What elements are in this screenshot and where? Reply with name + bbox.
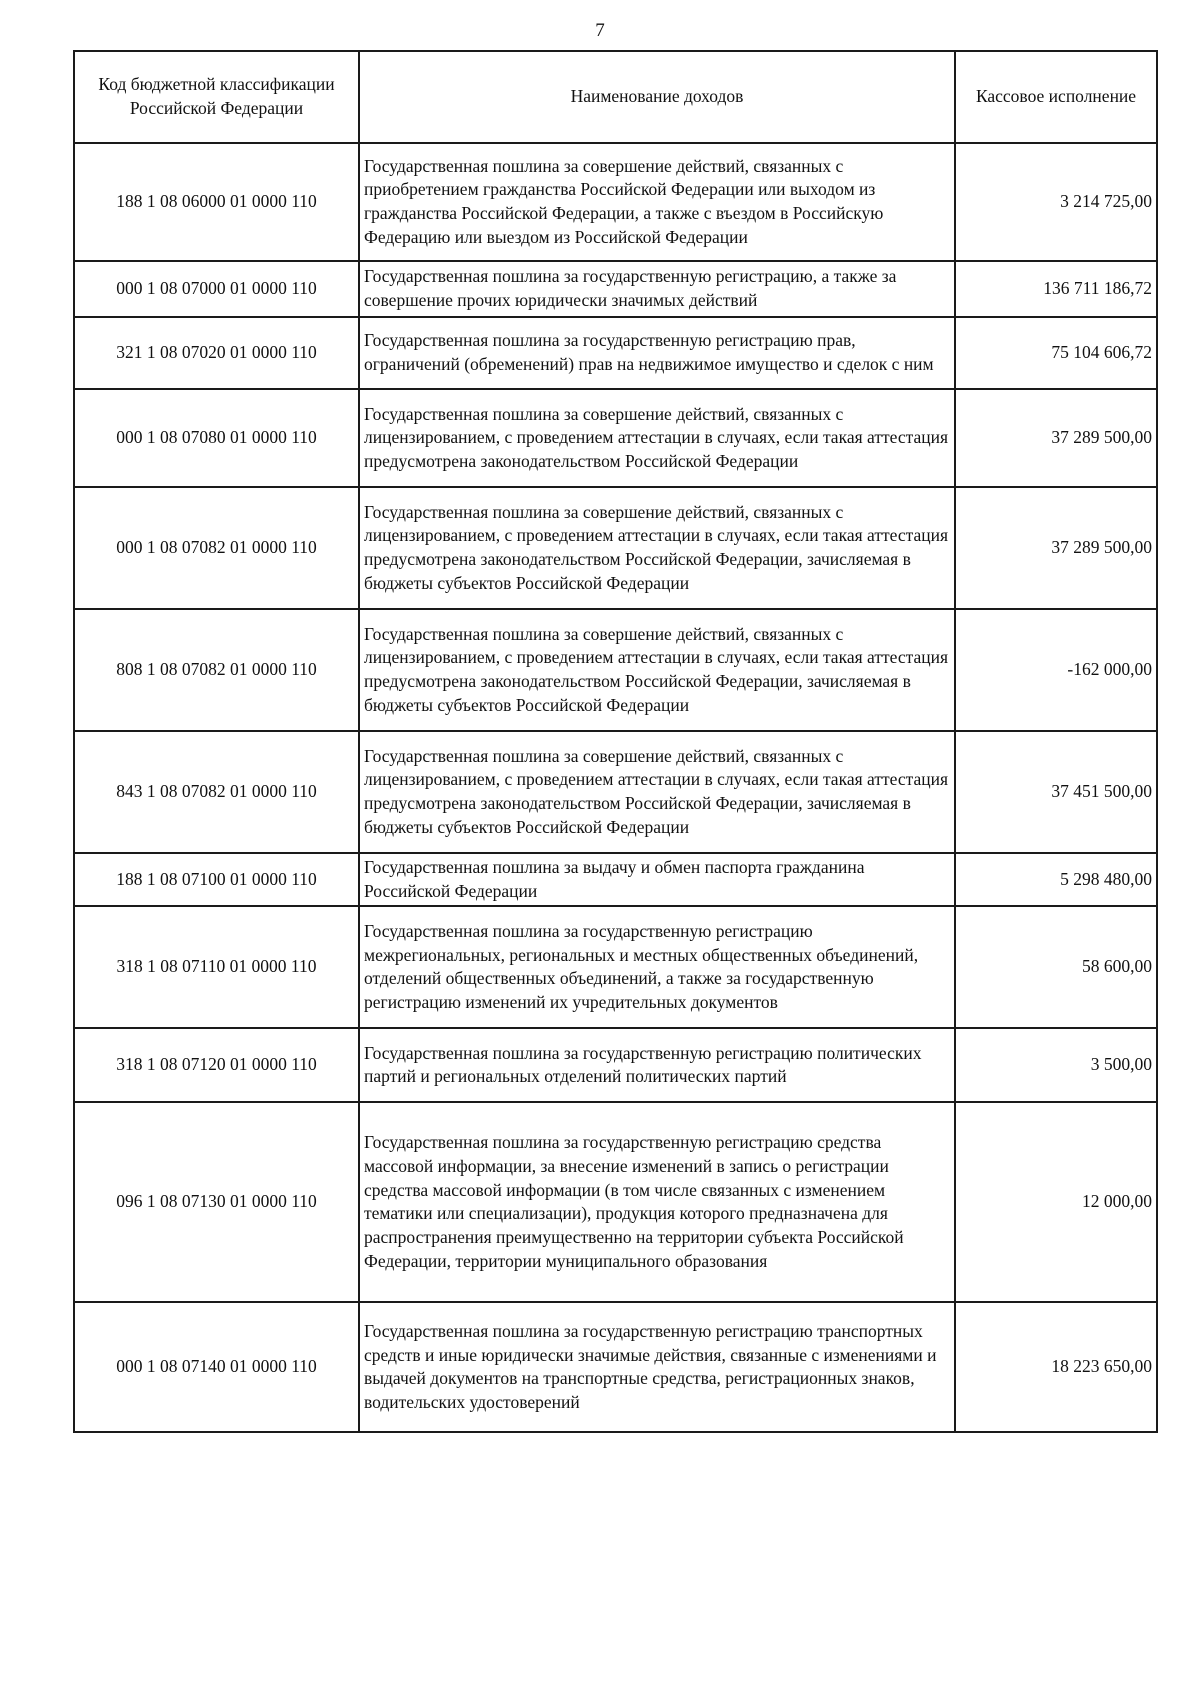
row-amount: -162 000,00 xyxy=(955,609,1157,731)
row-code: 096 1 08 07130 01 0000 110 xyxy=(74,1102,359,1302)
row-code: 188 1 08 06000 01 0000 110 xyxy=(74,143,359,261)
row-code: 808 1 08 07082 01 0000 110 xyxy=(74,609,359,731)
row-name: Государственная пошлина за выдачу и обмен паспорта гражданина Российской Федерации xyxy=(359,853,955,906)
header-name: Наименование доходов xyxy=(359,51,955,143)
row-code: 318 1 08 07120 01 0000 110 xyxy=(74,1028,359,1102)
revenue-table xyxy=(73,50,1158,1433)
table-row xyxy=(74,731,1157,853)
table-row xyxy=(74,1302,1157,1432)
row-name: Государственная пошлина за государственную регистрацию средства массовой информации, за внесение изменений в запись о регистрации средства массовой информации (в том числе связанных с изменением тематики или специализации), продукция которого предназначена для распространения преимущественно на территории субъекта Российской Федерации, территории муниципального образования xyxy=(359,1102,955,1302)
row-amount: 37 289 500,00 xyxy=(955,389,1157,487)
table-row xyxy=(74,1102,1157,1302)
table-row xyxy=(74,487,1157,609)
row-amount: 3 500,00 xyxy=(955,1028,1157,1102)
row-amount: 5 298 480,00 xyxy=(955,853,1157,906)
row-name: Государственная пошлина за совершение действий, связанных с лицензированием, с проведением аттестации в случаях, если такая аттестация предусмотрена законодательством Российской Федерации, зачисляемая в бюджеты субъектов Российской Федерации xyxy=(359,487,955,609)
page-number: 7 xyxy=(595,20,605,41)
row-code: 000 1 08 07000 01 0000 110 xyxy=(74,261,359,317)
row-name: Государственная пошлина за государственную регистрацию межрегиональных, региональных и местных общественных объединений, отделений общественных объединений, а также за государственную регистрацию изменений их учредительных документов xyxy=(359,906,955,1028)
row-name: Государственная пошлина за государственную регистрацию политических партий и региональных отделений политических партий xyxy=(359,1028,955,1102)
row-name: Государственная пошлина за совершение действий, связанных с приобретением гражданства Российской Федерации или выходом из гражданства Российской Федерации, а также с въездом в Российскую Федерацию или выездом из Российской Федерации xyxy=(359,143,955,261)
row-amount: 58 600,00 xyxy=(955,906,1157,1028)
row-code: 843 1 08 07082 01 0000 110 xyxy=(74,731,359,853)
row-amount: 75 104 606,72 xyxy=(955,317,1157,389)
row-name: Государственная пошлина за совершение действий, связанных с лицензированием, с проведением аттестации в случаях, если такая аттестация предусмотрена законодательством Российской Федерации xyxy=(359,389,955,487)
row-name: Государственная пошлина за государственную регистрацию прав, ограничений (обременений) прав на недвижимое имущество и сделок с ним xyxy=(359,317,955,389)
table-row xyxy=(74,906,1157,1028)
row-code: 321 1 08 07020 01 0000 110 xyxy=(74,317,359,389)
row-amount: 3 214 725,00 xyxy=(955,143,1157,261)
header-amount: Кассовое исполнение xyxy=(955,51,1157,143)
row-amount: 18 223 650,00 xyxy=(955,1302,1157,1432)
row-amount: 37 289 500,00 xyxy=(955,487,1157,609)
table-wrapper xyxy=(73,50,1156,1433)
row-name: Государственная пошлина за совершение действий, связанных с лицензированием, с проведением аттестации в случаях, если такая аттестация предусмотрена законодательством Российской Федерации, зачисляемая в бюджеты субъектов Российской Федерации xyxy=(359,731,955,853)
header-code: Код бюджетной классификации Российской Федерации xyxy=(74,51,359,143)
row-name: Государственная пошлина за совершение действий, связанных с лицензированием, с проведением аттестации в случаях, если такая аттестация предусмотрена законодательством Российской Федерации, зачисляемая в бюджеты субъектов Российской Федерации xyxy=(359,609,955,731)
row-amount: 136 711 186,72 xyxy=(955,261,1157,317)
table-row xyxy=(74,609,1157,731)
row-amount: 37 451 500,00 xyxy=(955,731,1157,853)
table-row xyxy=(74,317,1157,389)
row-code: 000 1 08 07080 01 0000 110 xyxy=(74,389,359,487)
row-code: 000 1 08 07082 01 0000 110 xyxy=(74,487,359,609)
table-row xyxy=(74,143,1157,261)
row-code: 188 1 08 07100 01 0000 110 xyxy=(74,853,359,906)
row-amount: 12 000,00 xyxy=(955,1102,1157,1302)
row-name: Государственная пошлина за государственную регистрацию транспортных средств и иные юридически значимые действия, связанные с изменениями и выдачей документов на транспортные средства, регистрационных знаков, водительских удостоверений xyxy=(359,1302,955,1432)
row-name: Государственная пошлина за государственную регистрацию, а также за совершение прочих юридически значимых действий xyxy=(359,261,955,317)
table-header-row xyxy=(74,51,1157,143)
table-row xyxy=(74,389,1157,487)
table-row xyxy=(74,853,1157,906)
table-row xyxy=(74,1028,1157,1102)
row-code: 318 1 08 07110 01 0000 110 xyxy=(74,906,359,1028)
table-row xyxy=(74,261,1157,317)
row-code: 000 1 08 07140 01 0000 110 xyxy=(74,1302,359,1432)
